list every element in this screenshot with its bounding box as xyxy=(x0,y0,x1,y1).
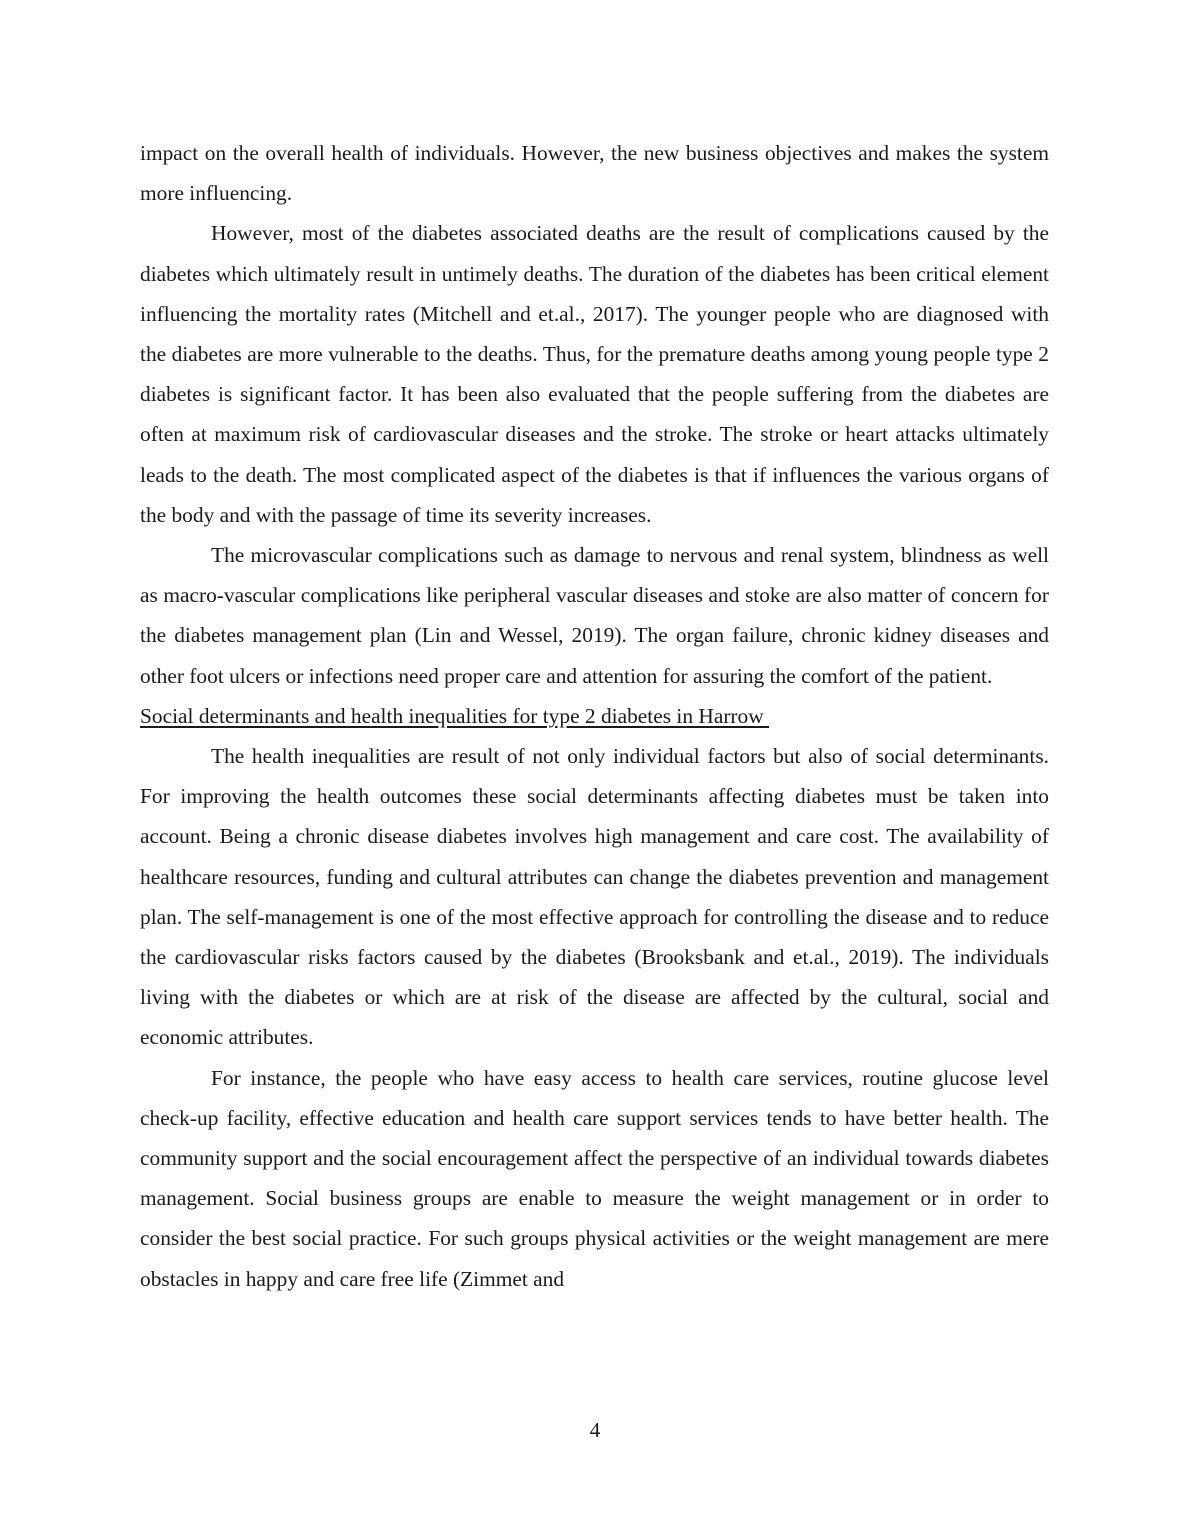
section-heading: Social determinants and health inequalities for type 2 diabetes in Harrow xyxy=(140,703,770,728)
paragraph-continuation: impact on the overall health of individuals. However, the new business objectives and makes the system more influencing. xyxy=(140,141,1049,206)
paragraph-complications: The microvascular complications such as damage to nervous and renal system, blindness as well as macro-vascular complications like peripheral vascular diseases and stoke are also matter of concern for the diabetes management plan (Lin and Wessel, 2019). The organ failure, chronic kidney diseases and other foot ulcers or infections need proper care and attention for assuring the comfort of the patient. xyxy=(140,543,1049,688)
paragraph-inequalities: The health inequalities are result of not only individual factors but also of social determinants. For improving the health outcomes these social determinants affecting diabetes must be taken into account. Being a chronic disease diabetes involves high management and care cost. The availability of healthcare resources, funding and cultural attributes can change the diabetes prevention and management plan. The self-management is one of the most effective approach for controlling the disease and to reduce the cardiovascular risks factors caused by the diabetes (Brooksbank and et.al., 2019). The individuals living with the diabetes or which are at risk of the disease are affected by the cultural, social and economic attributes. xyxy=(140,744,1049,1050)
page-number: 4 xyxy=(589,1418,601,1442)
paragraph-mortality: However, most of the diabetes associated deaths are the result of complications caused by the diabetes which ultimately result in untimely deaths. The duration of the diabetes has been critical element influencing the mortality rates (Mitchell and et.al., 2017). The younger people who are diagnosed with the diabetes are more vulnerable to the deaths. Thus, for the premature deaths among young people type 2 diabetes is significant factor. It has been also evaluated that the people suffering from the diabetes are often at maximum risk of cardiovascular diseases and the stroke. The stroke or heart attacks ultimately leads to the death. The most complicated aspect of the diabetes is that if influences the various organs of the body and with the passage of time its severity increases. xyxy=(140,221,1049,527)
paragraph-access: For instance, the people who have easy access to health care services, routine glucose level check-up facility, effective education and health care support services tends to have better health. The community support and the social encouragement affect the perspective of an individual towards diabetes management. Social business groups are enable to measure the weight management or in order to consider the best social practice. For such groups physical activities or the weight management are mere obstacles in happy and care free life (Zimmet and xyxy=(140,1065,1049,1291)
document-page xyxy=(140,133,1049,1299)
